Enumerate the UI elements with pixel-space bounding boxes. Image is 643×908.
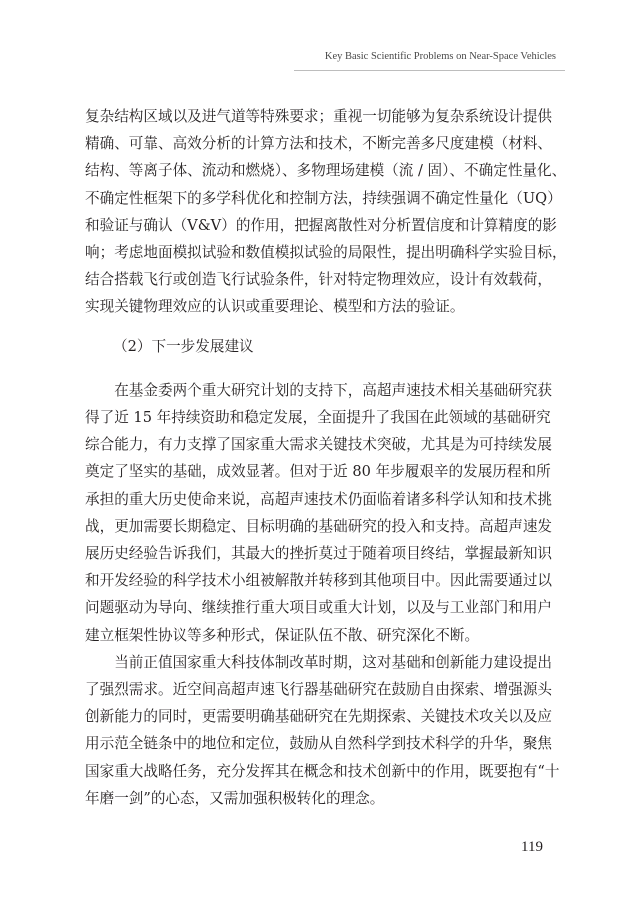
header-divider	[294, 70, 565, 71]
text-line: 响；考虑地面模拟试验和数值模拟试验的局限性，提出明确科学实验目标，	[85, 244, 567, 262]
text-line: 展历史经验告诉我们，其最大的挫折莫过于随着项目终结，掌握最新知识	[85, 545, 553, 563]
paragraph-1	[85, 103, 567, 321]
text-line: 精确、可靠、高效分析的计算方法和技术，不断完善多尺度建模（材料、	[85, 135, 553, 153]
text-line: 建立框架性协议等多种形式，保证队伍不散、研究深化不断。	[85, 626, 480, 644]
text-line: 年磨一剑”的心态，又需加强积极转化的理念。	[85, 789, 385, 807]
text-line: 综合能力，有力支撑了国家重大需求关键技术突破，尤其是为可持续发展	[85, 436, 553, 454]
text-line: 承担的重大历史使命来说，高超声速技术仍面临着诸多科学认知和技术挑	[85, 490, 553, 508]
text-line: 国家重大战略任务，充分发挥其在概念和技术创新中的作用，既要抱有“十	[85, 762, 560, 780]
section-spacing	[85, 360, 541, 377]
text-line: 和开发经验的科学技术小组被解散并转移到其他项目中。因此需要通过以	[85, 572, 553, 590]
text-line: 复杂结构区域以及进气道等特殊要求；重视一切能够为复杂系统设计提供	[85, 108, 553, 125]
paragraph-2	[85, 377, 553, 649]
page-number: 119	[521, 839, 543, 855]
text-line: 实现关键物理效应的认识或重要理论、模型和方法的验证。	[85, 298, 465, 316]
page-body	[85, 103, 567, 812]
text-line: 结合搭载飞行或创造飞行试验条件，针对特定物理效应，设计有效载荷，	[85, 271, 553, 289]
text-line: 问题驱动为导向、继续推行重大项目或重大计划，以及与工业部门和用户	[85, 599, 553, 617]
text-line: 不确定性框架下的多学科优化和控制方法，持续强调不确定性量化（UQ）	[85, 189, 562, 207]
text-line: 在基金委两个重大研究计划的支持下，高超声速技术相关基础研究获	[85, 381, 553, 399]
text-line: 当前正值国家重大科技体制改革时期，这对基础和创新能力建设提出	[85, 653, 553, 671]
text-line: 创新能力的同时，更需要明确基础研究在先期探索、关键技术攻关以及应	[85, 708, 553, 726]
paragraph-3	[85, 649, 560, 812]
text-line: 奠定了坚实的基础，成效显著。但对于近 80 年步履艰辛的发展历程和所	[85, 463, 551, 481]
text-line: 和验证与确认（V&V）的作用，把握离散性对分析置信度和计算精度的影	[85, 216, 557, 234]
text-line: 得了近 15 年持续资助和稳定发展，全面提升了我国在此领域的基础研究	[85, 409, 551, 427]
text-line: 了强烈需求。近空间高超声速飞行器基础研究在鼓励自由探索、增强源头	[85, 681, 553, 699]
text-line: 用示范全链条中的地位和定位，鼓励从自然科学到技术科学的升华，聚焦	[85, 735, 553, 753]
text-line: 战，更加需要长期稳定、目标明确的基础研究的投入和支持。高超声速发	[85, 517, 553, 535]
section-heading: （2）下一步发展建议	[113, 337, 254, 355]
text-line: 结构、等离子体、流动和燃烧）、多物理场建模（流 / 固）、不确定性量化、	[85, 162, 567, 180]
running-header: Key Basic Scientific Problems on Near-Space Vehicles	[324, 51, 556, 62]
